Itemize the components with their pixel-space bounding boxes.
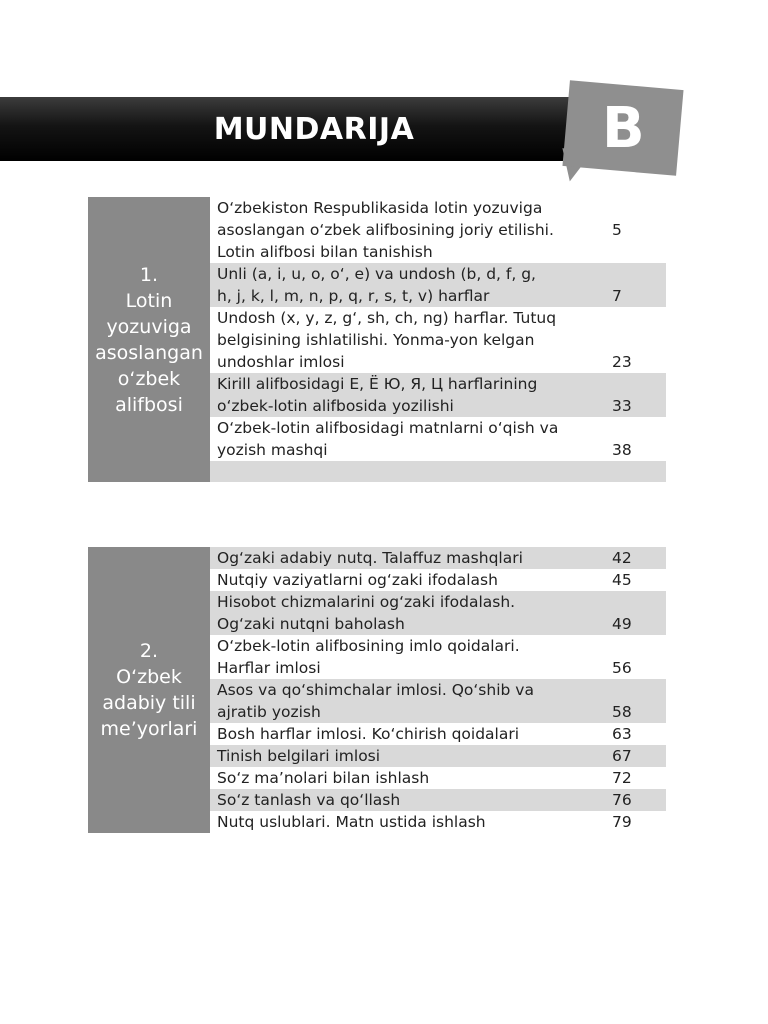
section-label: 1. Lotin yozuviga asoslangan o‘zbek alifbosi bbox=[88, 197, 210, 482]
toc-row-page: 38 bbox=[612, 441, 632, 459]
toc-row[interactable] bbox=[210, 767, 666, 789]
toc-row-title: O‘zbek-lotin alifbosining imlo qoidalari. Harflar imlosi bbox=[217, 637, 520, 677]
toc-row-page: 45 bbox=[612, 571, 632, 589]
toc-row-title: Nutq uslublari. Matn ustida ishlash bbox=[217, 813, 486, 831]
toc-row-title: O‘zbekiston Respublikasida lotin yozuviga asoslangan o‘zbek alifbosining joriy etilishi. Lotin alifbosi bilan tanishish bbox=[217, 199, 554, 261]
toc-row-page: 23 bbox=[612, 353, 632, 371]
toc-row[interactable] bbox=[210, 197, 666, 263]
toc-row[interactable] bbox=[210, 263, 666, 307]
toc-row-spacer bbox=[210, 461, 666, 482]
toc-row-title: Og‘zaki adabiy nutq. Talaffuz mashqlari bbox=[217, 549, 523, 567]
toc-row-title: Nutqiy vaziyatlarni og‘zaki ifodalash bbox=[217, 571, 498, 589]
toc-row-page: 79 bbox=[612, 813, 632, 831]
toc-row[interactable] bbox=[210, 745, 666, 767]
toc-row-page: 49 bbox=[612, 615, 632, 633]
toc-row[interactable] bbox=[210, 417, 666, 461]
section-label: 2. O‘zbek adabiy tili me’yorlari bbox=[88, 547, 210, 833]
toc-row-page: 76 bbox=[612, 791, 632, 809]
toc-rows bbox=[210, 197, 666, 482]
toc-row[interactable] bbox=[210, 569, 666, 591]
toc-row-title: So‘z tanlash va qo‘llash bbox=[217, 791, 401, 809]
toc-row-title: Bosh harflar imlosi. Ko‘chirish qoidalari bbox=[217, 725, 520, 743]
toc-row-title: O‘zbek-lotin alifbosidagi matnlarni o‘qish va yozish mashqi bbox=[217, 419, 559, 459]
toc-row-title: Kirill alifbosidagi Е, Ё Ю, Я, Ц harflarining o‘zbek-lotin alifbosida yozilishi bbox=[217, 375, 538, 415]
toc-row-page: 33 bbox=[612, 397, 632, 415]
toc-row-page: 5 bbox=[612, 221, 622, 239]
toc-row[interactable] bbox=[210, 635, 666, 679]
toc-row-page: 7 bbox=[612, 287, 622, 305]
toc-row-title: Unli (a, i, u, o, o‘, e) va undosh (b, d, f, g, h, j, k, l, m, n, p, q, r, s, t, v) harflar bbox=[217, 265, 536, 305]
toc-row[interactable] bbox=[210, 547, 666, 569]
toc-row[interactable] bbox=[210, 811, 666, 833]
toc-row-title: So‘z ma’nolari bilan ishlash bbox=[217, 769, 430, 787]
toc-row-page: 42 bbox=[612, 549, 632, 567]
toc-row-title: Undosh (x, y, z, g‘, sh, ch, ng) harflar. Tutuq belgisining ishlatilishi. Yonma-yon kelgan undoshlar imlosi bbox=[217, 309, 557, 371]
section-badge bbox=[562, 80, 683, 176]
toc-row-title: Tinish belgilari imlosi bbox=[217, 747, 381, 765]
toc-section-1 bbox=[88, 197, 666, 482]
header-banner bbox=[0, 97, 588, 161]
toc-row[interactable] bbox=[210, 789, 666, 811]
toc-row[interactable] bbox=[210, 591, 666, 635]
toc-section-2 bbox=[88, 547, 666, 833]
toc-row[interactable] bbox=[210, 307, 666, 373]
toc-row[interactable] bbox=[210, 679, 666, 723]
page-title: MUNDARIJA bbox=[213, 111, 415, 147]
toc-row-page: 63 bbox=[612, 725, 632, 743]
toc-rows bbox=[210, 547, 666, 833]
toc-row[interactable] bbox=[210, 723, 666, 745]
badge-letter: B bbox=[601, 95, 645, 161]
toc-row-title: Hisobot chizmalarini og‘zaki ifodalash. Og‘zaki nutqni baholash bbox=[217, 593, 516, 633]
toc-row[interactable] bbox=[210, 373, 666, 417]
toc-row-page: 58 bbox=[612, 703, 632, 721]
toc-row-page: 67 bbox=[612, 747, 632, 765]
toc-row-page: 56 bbox=[612, 659, 632, 677]
toc-row-title: Asos va qo‘shimchalar imlosi. Qo‘shib va ajratib yozish bbox=[217, 681, 534, 721]
toc-row-page: 72 bbox=[612, 769, 632, 787]
